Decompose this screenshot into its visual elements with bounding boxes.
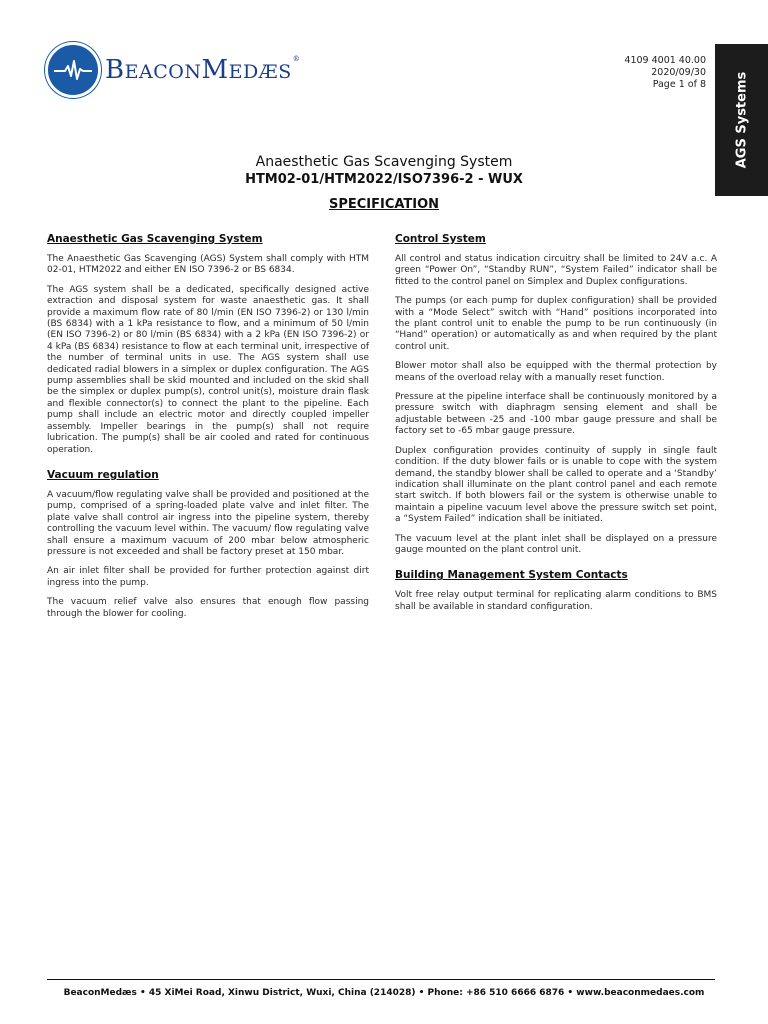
paragraph: Pressure at the pipeline interface shall be continuously monitored by a pressure switch with diaphragm sensing element and shall be adjustable between -25 and -100 mbar gauge pressure and shall be factory set to -65 mbar gauge pressure. <box>395 392 717 437</box>
doc-date: 2020/09/30 <box>651 67 706 78</box>
brand-name: BEACONMEDÆS® <box>105 55 301 85</box>
paragraph: An air inlet filter shall be provided for further protection against dirt ingress into the pump. <box>47 566 369 588</box>
section-heading-ags: Anaesthetic Gas Scavenging System <box>47 233 263 245</box>
side-tab-label: AGS Systems <box>734 71 749 169</box>
brand-logo <box>45 42 300 98</box>
left-column <box>47 233 369 628</box>
document-subtitle: HTM02-01/HTM2022/ISO7396-2 - WUX <box>245 172 523 187</box>
heartbeat-logo-icon <box>45 42 101 98</box>
title-block <box>0 154 768 212</box>
paragraph: A vacuum/flow regulating valve shall be provided and positioned at the pump, comprised of a spring-loaded plate valve and inlet filter. The plate valve shall control air ingress into the pipeline system, thereby controlling the vacuum level within. The vacuum/ flow regulating valve shall ensure a maximum vacuum of 200 mbar below atmospheric pressure is not exceeded and shall be factory preset at 150 mbar. <box>47 489 369 557</box>
paragraph: Volt free relay output terminal for replicating alarm conditions to BMS shall be available in standard configuration. <box>395 590 717 612</box>
document-meta <box>624 55 706 91</box>
right-column <box>395 233 717 621</box>
paragraph: All control and status indication circuitry shall be limited to 24V a.c. A green “Power On”, “Standby RUN”, “System Failed” indicator shall be fitted to the control panel on Simplex and Duplex configurations. <box>395 254 717 287</box>
page-number: Page 1 of 8 <box>652 79 706 90</box>
trademark-mark: ® <box>292 55 301 63</box>
doc-number: 4109 4001 40.00 <box>624 55 706 66</box>
document-title: Anaesthetic Gas Scavenging System <box>255 154 513 170</box>
paragraph: The Anaesthetic Gas Scavenging (AGS) System shall comply with HTM 02-01, HTM2022 and either EN ISO 7396-2 or BS 6834. <box>47 254 369 276</box>
paragraph: The AGS system shall be a dedicated, specifically designed active extraction and disposal system for waste anaesthetic gas. It shall provide a maximum flow rate of 80 l/min (EN ISO 7396-2) or 130 l/min (BS 6834) with a 1 kPa resistance to flow, and a minimum of 50 l/min (EN ISO 7396-2) or 80 l/min (BS 6834) with a 2 kPa (EN ISO 7396-2) or 4 kPa (BS 6834) resistance to flow at each terminal unit, irrespective of the number of terminal units in use. The AGS system shall use dedicated radial blowers in a simplex or duplex configuration. The AGS pump assemblies shall be skid mounted and included on the skid shall be the simplex or duplex pump(s), control unit(s), moisture drain flask and flexible connector(s) to connect the plant to the pipeline. Each pump shall include an electric motor and directly coupled impeller assembly. Impeller bearings in the pump(s) shall not require lubrication. The pump(s) shall be air cooled and rated for continuous operation. <box>47 284 369 455</box>
section-heading-vacuum: Vacuum regulation <box>47 468 159 481</box>
paragraph: Duplex configuration provides continuity of supply in single fault condition. If the duty blower fails or is unable to cope with the system demand, the standby blower shall be called to operate and a ‘Standby’ indication shall illuminate on the plant control panel and each remote start switch. If both blowers fail or the system is otherwise unable to maintain a pipeline vacuum level above the pressure switch set point, a “System Failed” indication shall be initiated. <box>395 445 717 525</box>
section-heading-bms: Building Management System Contacts <box>395 569 628 582</box>
section-heading-control: Control System <box>395 233 486 245</box>
footer-divider <box>47 979 715 980</box>
paragraph: The vacuum relief valve also ensures that enough flow passing through the blower for cooling. <box>47 597 369 619</box>
paragraph: The vacuum level at the plant inlet shall be displayed on a pressure gauge mounted on the plant control unit. <box>395 533 717 555</box>
paragraph: The pumps (or each pump for duplex configuration) shall be provided with a “Mode Select” switch with “Hand” positions incorporated into the plant control unit to enable the pump to be run continuously (in “Hand” operation) or automatically as and when required by the plant control unit. <box>395 296 717 352</box>
paragraph: Blower motor shall also be equipped with the thermal protection by means of the overload relay with a manually reset function. <box>395 361 717 383</box>
footer-contact: BeaconMedæs • 45 XiMei Road, Xinwu District, Wuxi, China (214028) • Phone: +86 510 6666 6876 • www.beaconmedaes.com <box>63 988 705 998</box>
specification-heading: SPECIFICATION <box>328 197 440 212</box>
